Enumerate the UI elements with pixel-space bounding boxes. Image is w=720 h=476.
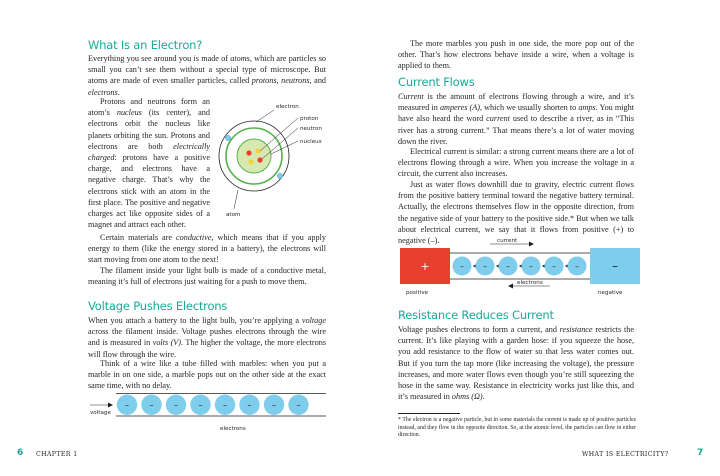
emphasis-term: amperes (A) xyxy=(439,103,480,113)
text-run: Just as water flows downhill due to gravity, electric current flows from the positive battery terminal toward the negative battery terminal. Actually, the electrons themselves flow in the opposite direction, from the negative side of your battery to the positive side.* But when we talk about electrical current, we say that it flows from positive (+) to negative (–). xyxy=(398,180,634,246)
emphasis-term: atoms xyxy=(230,54,250,63)
text-run: Protons and neutrons form an atom’s xyxy=(88,97,210,118)
flow-arrowhead xyxy=(496,264,499,267)
heading-what-is-electron: What Is an Electron? xyxy=(88,38,203,52)
flow-arrowhead xyxy=(542,264,545,267)
text-run: Think of a wire like a tube filled with marbles: when you put a marble in on one side, a marble pops out on the other side at the exact same time, with no delay. xyxy=(88,359,326,391)
paragraph-filament xyxy=(88,265,326,287)
marble-sign: – xyxy=(296,400,301,410)
text-run: The filament inside your light bulb is made of a conductive metal, meaning it’s full of electrons just waiting for a push to move them. xyxy=(88,266,326,287)
heading-resistance: Resistance Reduces Current xyxy=(398,308,554,322)
page-number-right: 7 xyxy=(697,448,704,458)
marble-sign: – xyxy=(198,400,203,410)
text-run: used to describe a river, as in “This river has a strong current.” That means there’s a lot of water moving down the river. xyxy=(398,114,635,146)
label-positive: positive xyxy=(406,290,428,296)
flow-arrowhead xyxy=(519,264,522,267)
paragraph-atoms xyxy=(88,53,326,98)
label-nucleus: nucleus xyxy=(300,139,322,145)
emphasis-term: electrically charged xyxy=(88,141,210,163)
paragraph-electrical-current xyxy=(398,146,634,180)
text-run: The more marbles you push in one side, the more pop out of the other. That’s how electrons behave inside a wire, when a voltage is applied to them. xyxy=(398,39,634,71)
label-voltage: voltage xyxy=(90,410,111,416)
text-run: . You might have also heard the word xyxy=(398,103,634,124)
flow-arrowhead xyxy=(473,264,476,267)
emphasis-term: conductive xyxy=(176,233,212,242)
marble-group xyxy=(117,395,309,415)
label-neutron: neutron xyxy=(300,126,322,132)
text-run: Electrical current is similar: a strong current means there are a lot of electrons flowing through a wire. When you increase the voltage in a circuit, the current also increases. xyxy=(398,147,634,179)
paragraph-resistance xyxy=(398,324,634,402)
right-page xyxy=(360,0,720,476)
footnote: * The electron is a negative particle, but in some materials the current is made up of positive particles instead, and they flow in the opposite direction. So, at the atomic level, the particles can flow in either direction. xyxy=(398,417,636,439)
current-marble-sign: – xyxy=(460,261,464,271)
text-run: , which means that if you apply energy to them (like the energy stored in a battery), the electrons will start moving from one atom to the next! xyxy=(88,233,326,265)
label-electrons-flow: electrons xyxy=(517,280,543,286)
neutron-dot xyxy=(248,159,253,164)
paragraph-marbles-continued xyxy=(398,38,634,72)
label-negative: negative xyxy=(598,290,623,296)
text-run: Everything you see around you is made of xyxy=(88,54,231,63)
current-marble-sign: – xyxy=(552,261,556,271)
text-run: When you attach a battery to the light bulb, you’re applying a xyxy=(88,316,302,325)
label-atom: atom xyxy=(226,212,241,218)
marble-sign: – xyxy=(125,400,129,410)
neutron-dot xyxy=(255,148,260,153)
marble-sign: – xyxy=(247,400,252,410)
text-run: , which are particles so small you can’t see them without a special type of microscope. But atoms are made of even smaller particles, called xyxy=(88,54,326,86)
paragraph-conductive xyxy=(88,232,326,266)
proton-dot xyxy=(257,157,262,162)
emphasis-term: resistance xyxy=(559,325,593,334)
text-run: , which we usually shorten to xyxy=(479,103,579,113)
marble-sign: – xyxy=(272,400,276,410)
emphasis-term: current xyxy=(486,114,510,124)
text-run: . xyxy=(482,392,485,402)
text-run: restricts the current. It’s like playing with a garden hose: if you squeeze the hose, you add resistance to the flow of water so that less water comes out. But if you turn the tap more (like increasing the voltage), the pressure increases, and more water flows even though you’re still squeezing the hose in the same way. Resistance in electricity works just like this, and it’s measured in xyxy=(398,325,634,402)
text-run: . xyxy=(117,87,120,97)
text-run: : protons have a positive charge, and electrons have a negative charge. That’s why the electrons stick with an atom in the first place. The positive and negative charges act like opposite sides of a magnet and attract each other. xyxy=(88,153,210,230)
footer-chapter: CHAPTER 1 xyxy=(36,451,78,458)
emphasis-term: protons xyxy=(251,76,277,86)
paragraph-voltage xyxy=(88,315,326,360)
footer-title: WHAT IS ELECTRICITY? xyxy=(582,451,669,458)
nucleus-shape xyxy=(237,139,271,173)
emphasis-term: neutrons xyxy=(281,76,310,86)
emphasis-term: amps xyxy=(578,103,596,113)
heading-current-flows: Current Flows xyxy=(398,75,475,89)
text-run: , xyxy=(276,76,282,86)
marble-sign: – xyxy=(149,400,154,410)
text-run: Voltage pushes electrons to form a current, and xyxy=(398,325,560,334)
page-number-left: 6 xyxy=(17,448,24,458)
text-run: , and xyxy=(309,76,327,86)
atom-diagram xyxy=(214,96,334,218)
electron-dot xyxy=(277,173,282,178)
emphasis-term: Current xyxy=(398,92,424,101)
emphasis-term: nucleus xyxy=(116,108,142,118)
minus-sign: – xyxy=(612,259,618,273)
label-current: current xyxy=(497,238,518,244)
paragraph-nucleus xyxy=(88,96,210,230)
label-proton: proton xyxy=(300,116,319,122)
emphasis-term: electrons xyxy=(88,87,118,97)
electron-dot xyxy=(225,135,230,140)
marble-tube-diagram xyxy=(86,392,332,434)
emphasis-term: ohms (Ω) xyxy=(451,392,483,402)
paragraph-current xyxy=(398,91,634,147)
heading-voltage-pushes: Voltage Pushes Electrons xyxy=(88,299,228,313)
plus-sign: + xyxy=(420,260,430,273)
emphasis-term: volts (V) xyxy=(152,338,182,348)
footnote-rule xyxy=(398,413,460,414)
paragraph-marbles xyxy=(88,358,326,392)
label-electrons: electrons xyxy=(220,426,246,432)
current-marble-sign: – xyxy=(575,261,579,271)
current-marble-group xyxy=(453,257,587,276)
current-marble-sign: – xyxy=(483,261,487,271)
text-run: . The higher the voltage, the more electrons will flow through the wire. xyxy=(88,338,326,359)
text-run: is the amount of electrons flowing through a wire, and it’s measured in xyxy=(398,92,634,113)
emphasis-term: voltage xyxy=(301,316,326,325)
proton-dot xyxy=(246,150,251,155)
label-electron: electron xyxy=(276,104,299,110)
text-run: across the filament inside. Voltage pushes electrons through the wire and is measured in xyxy=(88,327,326,348)
marble-sign: – xyxy=(223,400,227,410)
marble-sign: – xyxy=(174,400,178,410)
current-flow-diagram xyxy=(400,236,640,298)
text-run: Certain materials are xyxy=(100,233,176,242)
text-run: (its center), and electrons orbit the nucleus like planets orbiting the sun. Protons and electrons are both xyxy=(88,108,210,151)
flow-arrowhead xyxy=(565,264,568,267)
current-marble-sign: – xyxy=(506,261,510,271)
current-marble-sign: – xyxy=(529,261,533,271)
